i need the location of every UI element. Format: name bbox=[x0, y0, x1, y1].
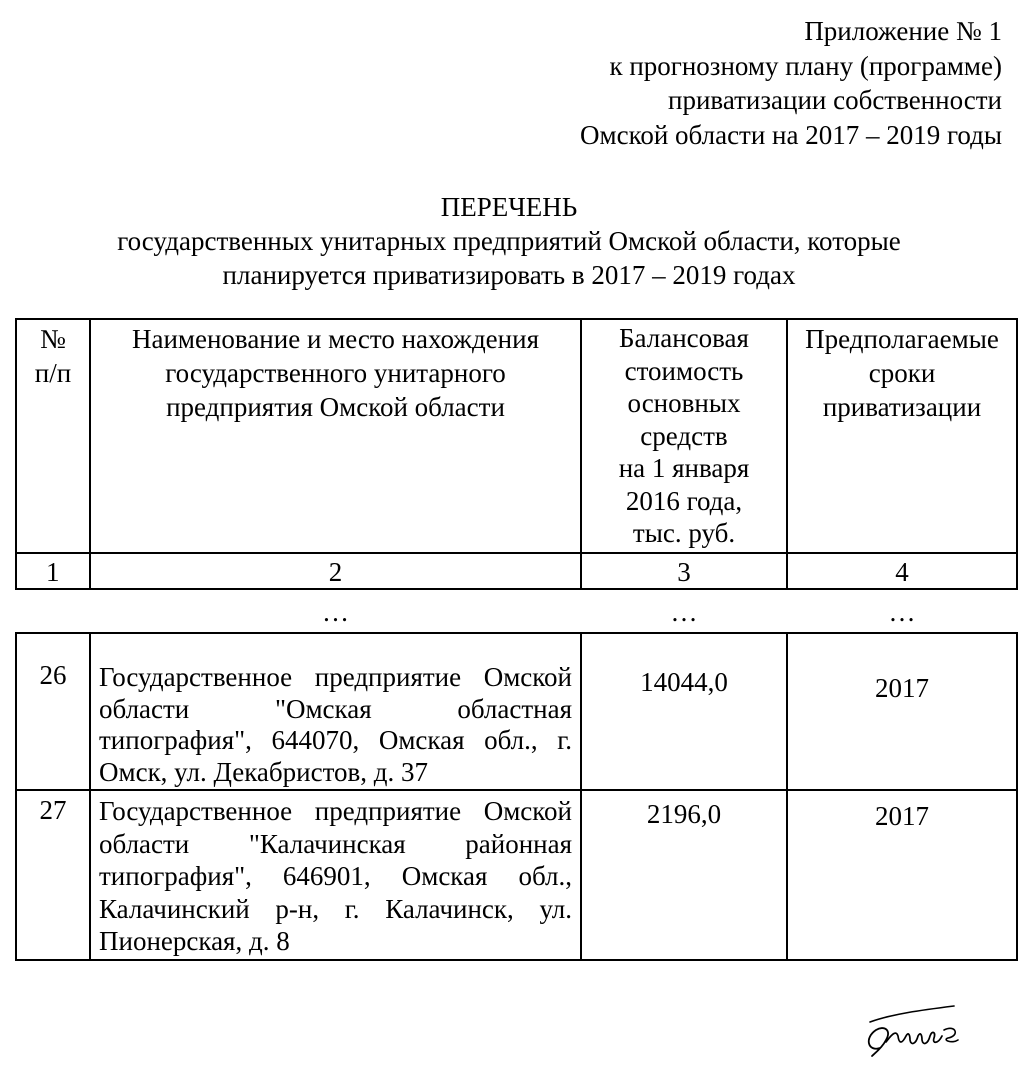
column-number-1: 1 bbox=[46, 557, 60, 587]
header-num-line: № bbox=[40, 324, 66, 354]
column-number-2: 2 bbox=[328, 557, 343, 587]
row-27-name: Государственное предприятие Омской области "Калачинская районная типография", 646901, Омская обл., Калачинский р-н, г. Калачинск, ул. Пионерская, д. 8 bbox=[99, 796, 572, 956]
table-border bbox=[1016, 318, 1018, 590]
ellipsis-col-2: … bbox=[322, 597, 349, 627]
header-num bbox=[17, 322, 89, 390]
row-26-term: 2017 bbox=[875, 673, 929, 703]
header-value-line: тыс. руб. bbox=[632, 518, 736, 548]
header-value-line: на 1 января bbox=[618, 453, 750, 483]
annex-line-3: приватизации собственности bbox=[668, 85, 1002, 115]
column-number-4: 4 bbox=[895, 557, 909, 587]
annex-line-1: Приложение № 1 bbox=[804, 16, 1002, 46]
annex-line-2: к прогнозному плану (программе) bbox=[609, 50, 1002, 81]
table-border bbox=[15, 959, 1018, 961]
header-name-line: предприятия Омской области bbox=[166, 392, 505, 422]
header-terms bbox=[788, 322, 1016, 424]
row-27-num: 27 bbox=[39, 795, 67, 825]
row-26-num: 26 bbox=[39, 660, 67, 690]
table-border bbox=[15, 552, 1018, 554]
header-value bbox=[582, 322, 786, 550]
table-border bbox=[1016, 632, 1018, 961]
signature bbox=[862, 1000, 972, 1060]
title-heading: ПЕРЕЧЕНЬ bbox=[440, 192, 578, 222]
row-26-value: 14044,0 bbox=[640, 667, 728, 697]
header-num-line: п/п bbox=[34, 358, 72, 388]
header-value-line: стоимость bbox=[624, 355, 744, 386]
header-value-line: основных bbox=[627, 388, 741, 418]
row-27-value: 2196,0 bbox=[646, 799, 722, 829]
header-terms-line: сроки bbox=[868, 358, 936, 388]
header-value-line: средств bbox=[640, 420, 728, 451]
row-26-name: Государственное предприятие Омской области "Омская областная типография", 644070, Омская обл., г. Омск, ул. Декабристов, д. 37 bbox=[99, 662, 572, 787]
table-border bbox=[89, 632, 91, 961]
header-value-line: 2016 года, bbox=[625, 485, 743, 516]
title-line-3: планируется приватизировать в 2017 – 2019 годах bbox=[222, 260, 796, 290]
column-number-3: 3 bbox=[677, 557, 691, 587]
ellipsis-col-3: … bbox=[670, 597, 698, 627]
header-name-line: Наименование и место нахождения bbox=[131, 324, 539, 354]
annex-line-4: Омской области на 2017 – 2019 годы bbox=[580, 119, 1002, 150]
ellipsis-col-4: … bbox=[888, 597, 916, 627]
header-terms-line: Предполагаемые bbox=[805, 324, 999, 354]
table-border bbox=[15, 588, 1018, 590]
table-border bbox=[15, 318, 1018, 320]
table-border bbox=[15, 789, 1018, 791]
row-27-term: 2017 bbox=[875, 801, 929, 831]
header-name bbox=[91, 322, 580, 424]
table-border bbox=[15, 632, 1018, 634]
header-value-line: Балансовая bbox=[619, 323, 749, 353]
header-terms-line: приватизации bbox=[822, 392, 982, 422]
title-line-2: государственных унитарных предприятий Омской области, которые bbox=[117, 226, 901, 256]
header-name-line: государственного унитарного bbox=[165, 358, 506, 388]
